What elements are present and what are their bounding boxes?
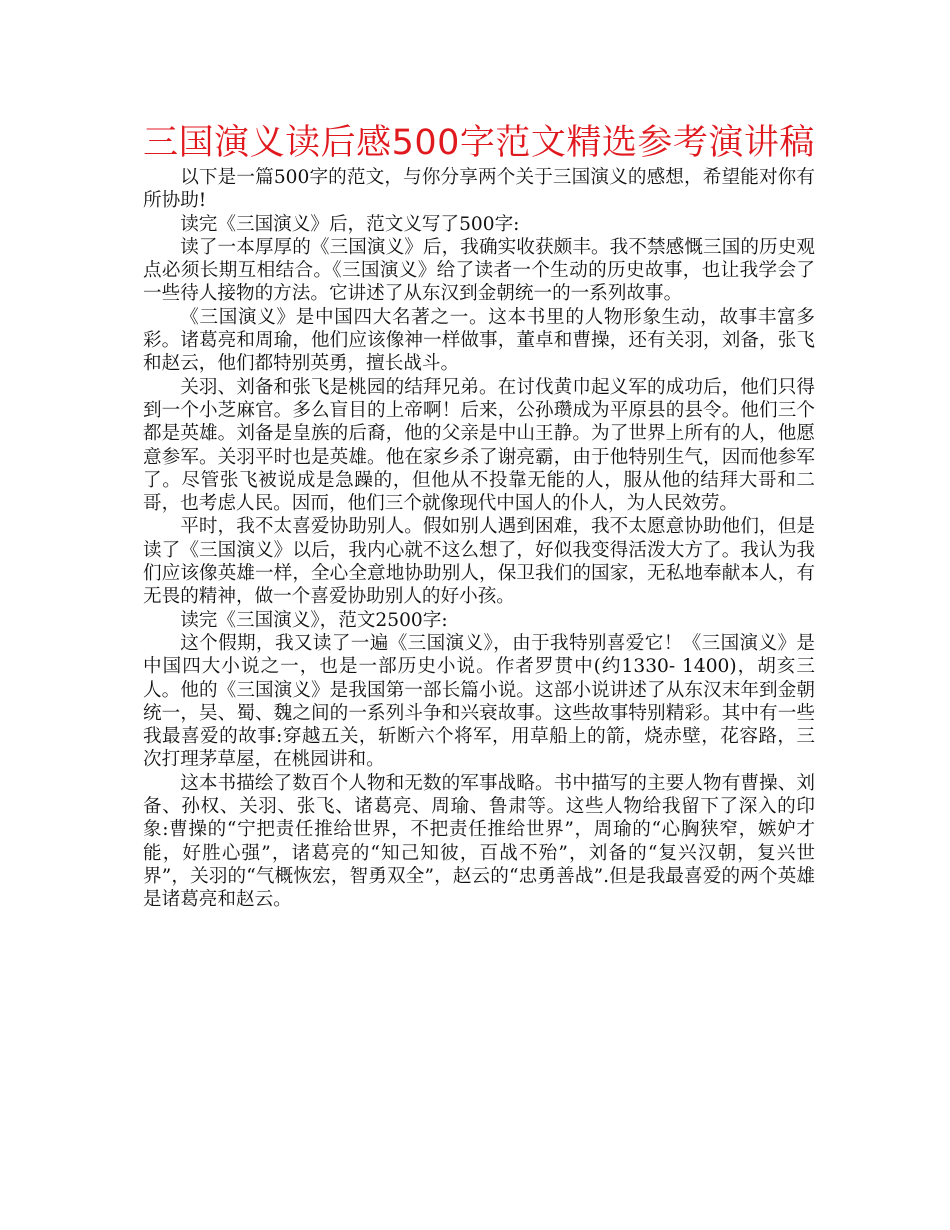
paragraph-intro: 以下是一篇500字的范文，与你分享两个关于三国演义的感想，希望能对你有所协助! (143, 167, 815, 212)
paragraph: 读了一本厚厚的《三国演义》后，我确实收获颇丰。我不禁感慨三国的历史观点必须长期互相结合。《三国演义》给了读者一个生动的历史故事，也让我学会了一些待人接物的方法。它讲述了从东汉到金朝统一的一系列故事。 (143, 236, 815, 305)
document-body (143, 166, 815, 912)
document-page (143, 120, 815, 912)
paragraph: 关羽、刘备和张飞是桃园的结拜兄弟。在讨伐黄巾起义军的成功后，他们只得到一个小芝麻官。多么盲目的上帝啊！后来，公孙瓒成为平原县的县令。他们三个都是英雄。刘备是皇族的后裔，他的父亲是中山王静。为了世界上所有的人，他愿意参军。关羽平时也是英雄。他在家乡杀了谢亮霸，由于他特别生气，因而他参军了。尽管张飞被说成是急躁的，但他从不投靠无能的人，服从他的结拜大哥和二哥，也考虑人民。因而，他们三个就像现代中国人的仆人，为人民效劳。 (143, 376, 815, 515)
paragraph: 这本书描绘了数百个人物和无数的军事战略。书中描写的主要人物有曹操、刘备、孙权、关羽、张飞、诸葛亮、周瑜、鲁肃等。这些人物给我留下了深入的印象:曹操的“宁把责任推给世界，不把责任推给世界”，周瑜的“心胸狭窄，嫉妒才能，好胜心强”，诸葛亮的“知己知彼，百战不殆”，刘备的“复兴汉朝，复兴世界”，关羽的“气概恢宏，智勇双全”，赵云的“忠勇善战”.但是我最喜爱的两个英雄是诸葛亮和赵云。 (143, 772, 815, 911)
paragraph: 这个假期，我又读了一遍《三国演义》，由于我特别喜爱它！《三国演义》是中国四大小说之一，也是一部历史小说。作者罗贯中(约1330- 1400)，胡亥三人。他的《三国演义》是我国第一部长篇小说。这部小说讲述了从东汉末年到金朝统一，吴、蜀、魏之间的一系列斗争和兴衰故事。这些故事特别精彩。其中有一些我最喜爱的故事:穿越五关，斩断六个将军，用草船上的箭，烧赤壁，花容路，三次打理茅草屋，在桃园讲和。 (143, 632, 815, 771)
document-title: 三国演义读后感500字范文精选参考演讲稿 (143, 123, 815, 163)
paragraph: 平时，我不太喜爱协助别人。假如别人遇到困难，我不太愿意协助他们，但是读了《三国演义》以后，我内心就不这么想了，好似我变得活泼大方了。我认为我们应该像英雄一样，全心全意地协助别人，保卫我们的国家，无私地奉献本人，有无畏的精神，做一个喜爱协助别人的好小孩。 (143, 516, 815, 608)
paragraph-heading-2500: 读完《三国演义》，范文2500字: (180, 609, 448, 631)
paragraph: 《三国演义》是中国四大名著之一。这本书里的人物形象生动，故事丰富多彩。诸葛亮和周瑜，他们应该像神一样做事，董卓和曹操，还有关羽，刘备，张飞和赵云，他们都特别英勇，擅长战斗。 (143, 306, 815, 375)
paragraph-heading-500: 读完《三国演义》后，范文义写了500字: (180, 213, 520, 235)
